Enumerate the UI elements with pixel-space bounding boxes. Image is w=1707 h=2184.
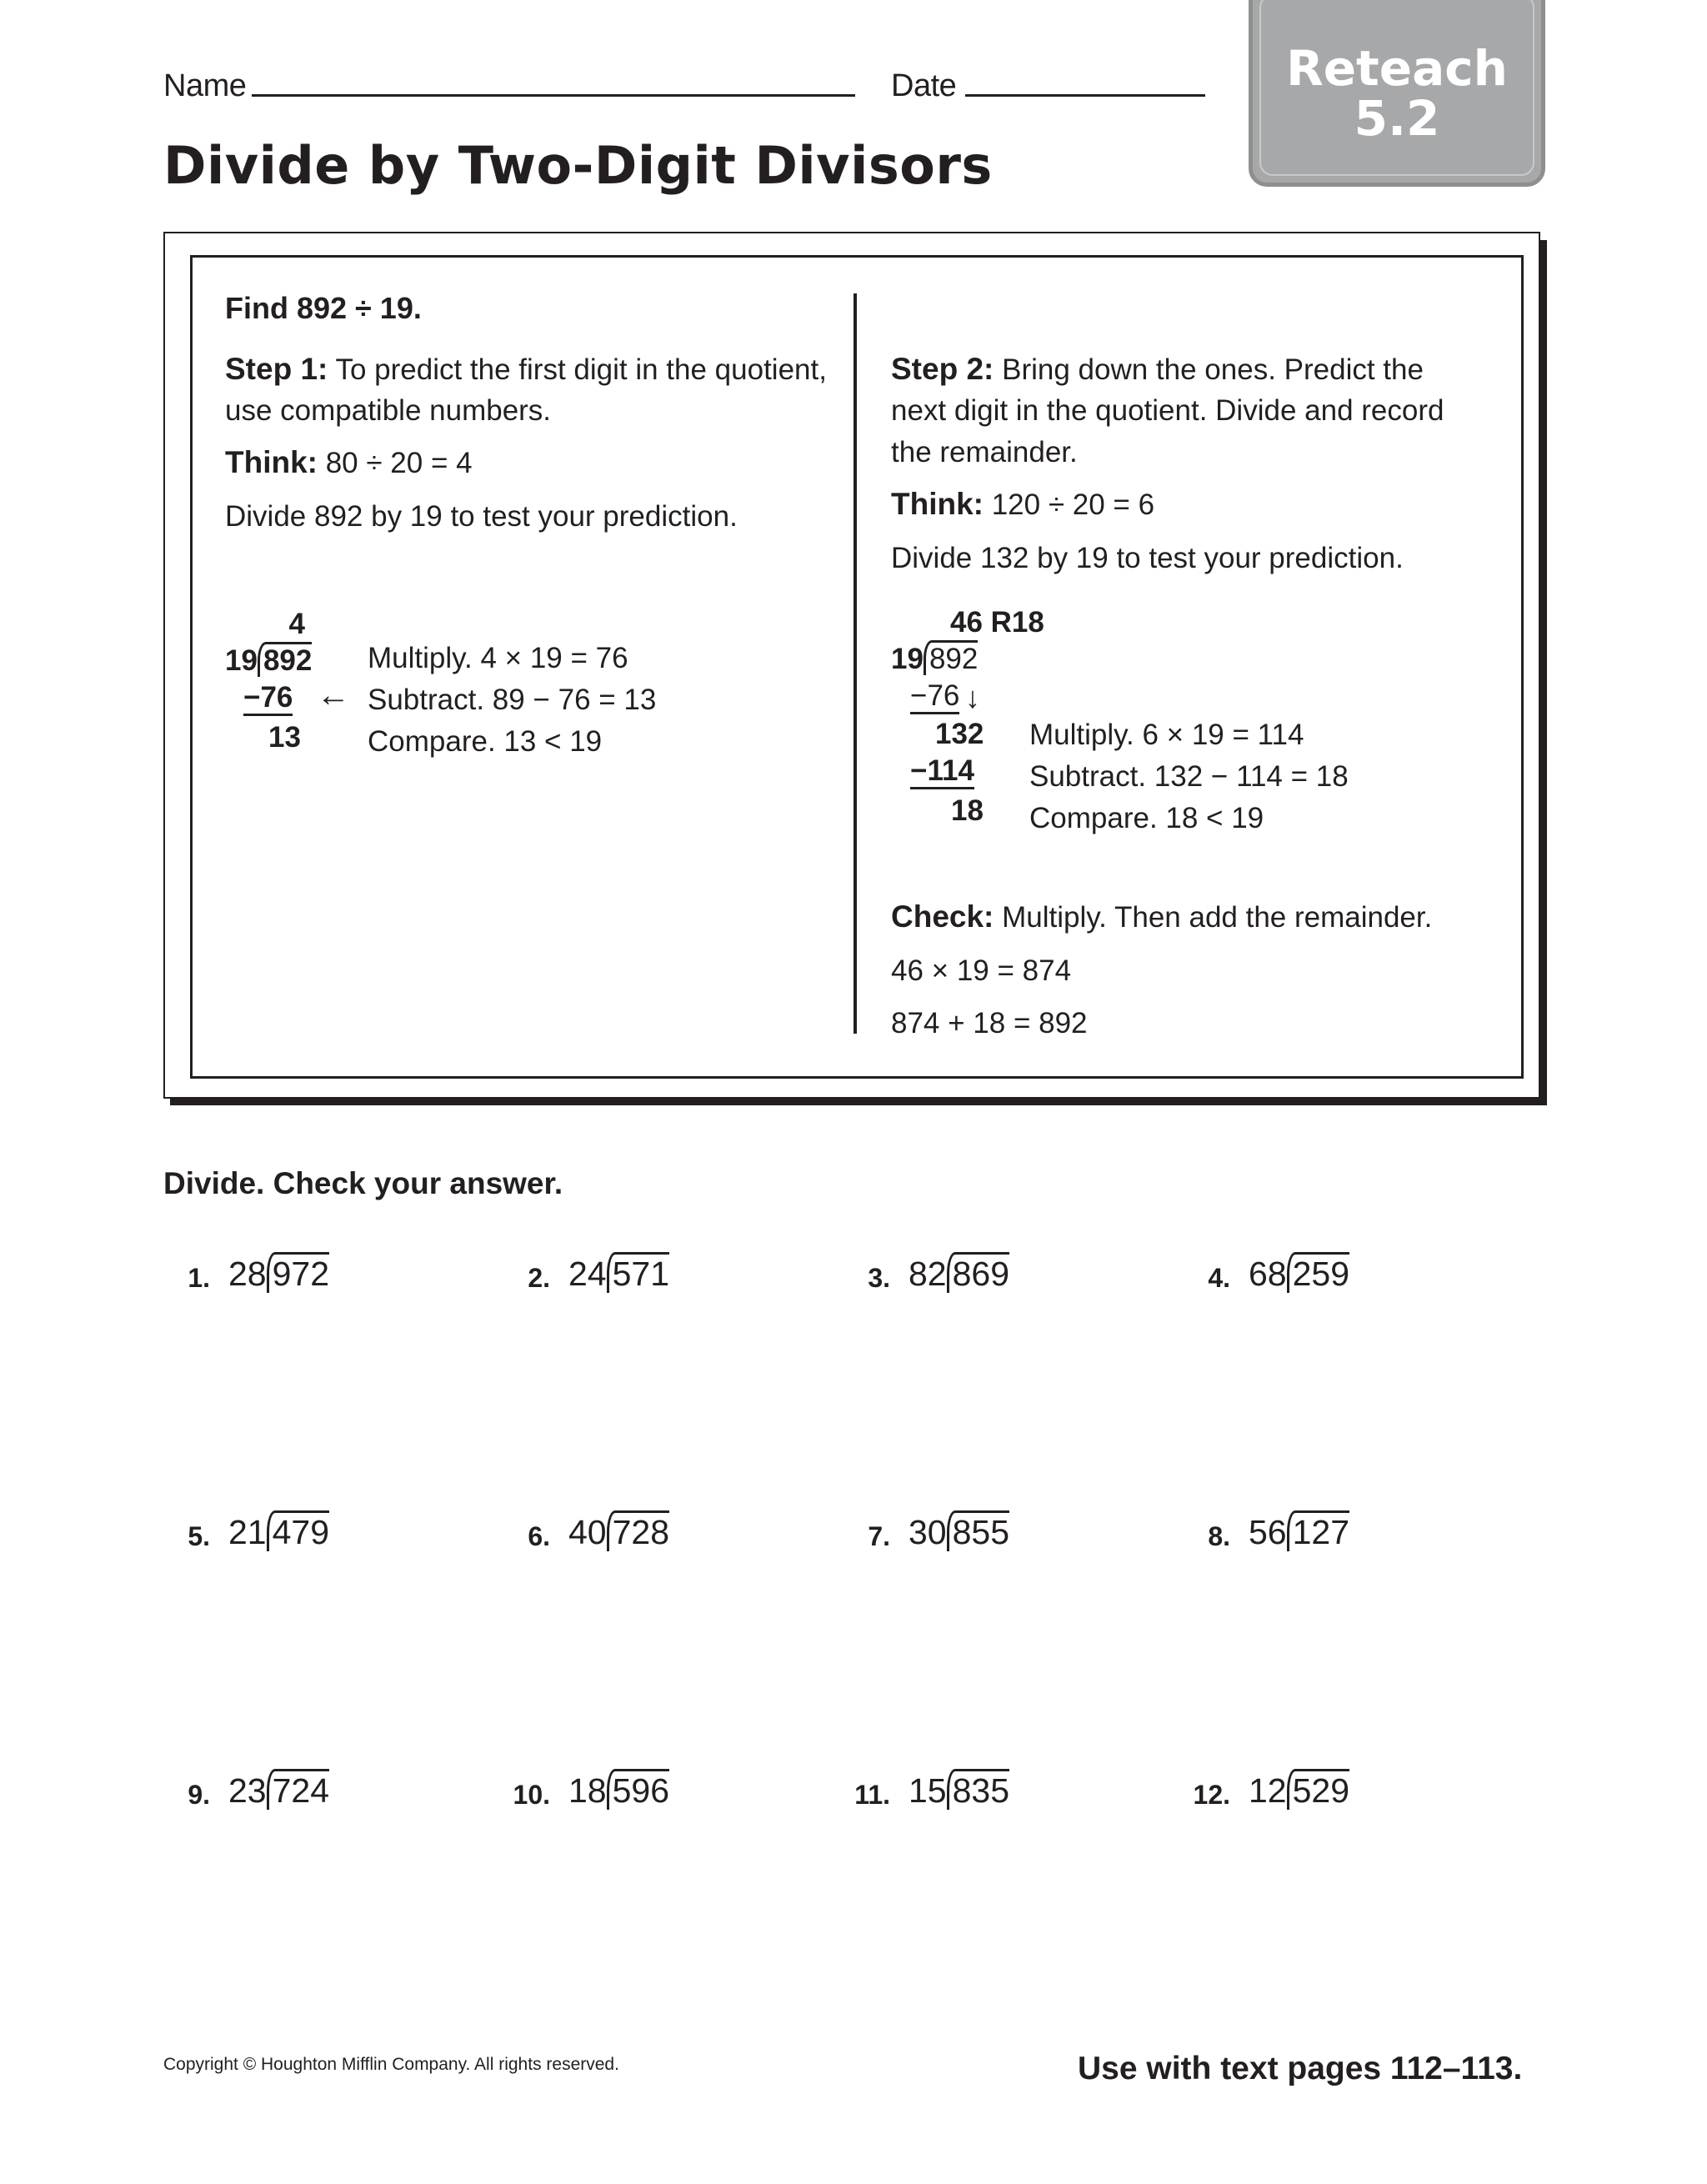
exercise-divisor: 82 bbox=[909, 1255, 947, 1293]
name-label: Name bbox=[163, 68, 247, 103]
step2-note-compare: Compare. 18 < 19 bbox=[1029, 802, 1264, 834]
step2-quotient: 46 R18 bbox=[950, 606, 1044, 639]
step1-line1 bbox=[225, 348, 827, 391]
step1-quotient: 4 bbox=[288, 608, 305, 640]
exercise-divisor: 30 bbox=[909, 1513, 947, 1551]
exercise-number: 1. bbox=[188, 1263, 210, 1293]
step1-text-2: use compatible numbers. bbox=[225, 394, 552, 427]
check-label: Check: bbox=[891, 899, 994, 934]
exercise-dividend: 596 bbox=[607, 1769, 669, 1810]
copyright: Copyright © Houghton Mifflin Company. All rights reserved. bbox=[163, 2055, 619, 2074]
exercise-problem bbox=[228, 1513, 329, 1552]
step1-think bbox=[225, 442, 473, 484]
exercise-problem bbox=[1249, 1513, 1349, 1552]
step2-text-1: Bring down the ones. Predict the bbox=[1002, 353, 1424, 386]
exercise-divisor: 28 bbox=[228, 1255, 267, 1293]
check-multiply: 46 × 19 = 874 bbox=[891, 954, 1072, 987]
column-divider bbox=[854, 293, 857, 1034]
exercise-problem bbox=[1249, 1255, 1349, 1294]
exercise-dividend: 835 bbox=[947, 1769, 1009, 1810]
exercise-dividend: 259 bbox=[1287, 1252, 1349, 1293]
exercise-dividend: 479 bbox=[267, 1510, 329, 1551]
exercise-problem bbox=[568, 1513, 669, 1552]
exercise-dividend: 855 bbox=[947, 1510, 1009, 1551]
exercise-number: 11. bbox=[854, 1780, 890, 1810]
step2-division-bracket bbox=[891, 640, 978, 679]
exercise-dividend: 728 bbox=[607, 1510, 669, 1551]
page-title: Divide by Two-Digit Divisors bbox=[163, 135, 993, 196]
exercise-dividend: 529 bbox=[1287, 1769, 1349, 1810]
exercise-problem bbox=[228, 1771, 329, 1811]
step2-line1 bbox=[891, 348, 1424, 391]
step2-sub1: −76 bbox=[910, 677, 959, 715]
step1-divisor: 19 bbox=[225, 644, 258, 677]
text-pages-reference: Use with text pages 112–113. bbox=[1078, 2051, 1523, 2086]
exercise-number: 3. bbox=[868, 1263, 890, 1293]
exercise-number: 4. bbox=[1208, 1263, 1230, 1293]
step2-divide-text: Divide 132 by 19 to test your prediction. bbox=[891, 542, 1404, 574]
exercise-problem bbox=[909, 1771, 1009, 1811]
badge-title: Reteach bbox=[1286, 40, 1508, 97]
exercise-number: 9. bbox=[188, 1780, 210, 1810]
step2-note-subtract: Subtract. 132 − 114 = 18 bbox=[1029, 760, 1349, 793]
step2-note-multiply: Multiply. 6 × 19 = 114 bbox=[1029, 719, 1304, 751]
date-label: Date bbox=[891, 68, 957, 103]
exercise-dividend: 724 bbox=[267, 1769, 329, 1810]
exercise-dividend: 571 bbox=[607, 1252, 669, 1293]
step1-divide-text: Divide 892 by 19 to test your prediction. bbox=[225, 500, 738, 533]
step2-think bbox=[891, 483, 1154, 526]
step1-text-1: To predict the first digit in the quotient, bbox=[335, 353, 827, 386]
exercise-divisor: 68 bbox=[1249, 1255, 1287, 1293]
arrow-left-icon: ← bbox=[317, 677, 350, 714]
check-text: Multiply. Then add the remainder. bbox=[1002, 901, 1433, 934]
check-line bbox=[891, 896, 1432, 939]
exercise-divisor: 24 bbox=[568, 1255, 607, 1293]
exercise-problem bbox=[228, 1255, 329, 1294]
find-prompt: Find 892 ÷ 19. bbox=[225, 291, 422, 325]
exercise-problem bbox=[909, 1513, 1009, 1552]
step2-sub2: −114 bbox=[910, 752, 974, 790]
exercise-divisor: 15 bbox=[909, 1771, 947, 1810]
step2-text-2: next digit in the quotient. Divide and record bbox=[891, 394, 1444, 427]
name-field[interactable] bbox=[252, 94, 855, 97]
exercise-number: 10. bbox=[513, 1780, 550, 1810]
step1-remainder: 13 bbox=[268, 721, 301, 754]
exercise-number: 5. bbox=[188, 1521, 210, 1551]
exercise-dividend: 972 bbox=[267, 1252, 329, 1293]
arrow-down-icon: ↓ bbox=[965, 680, 980, 714]
check-add: 874 + 18 = 892 bbox=[891, 1007, 1088, 1039]
step2-dividend: 892 bbox=[924, 640, 978, 675]
exercise-problem bbox=[909, 1255, 1009, 1294]
exercise-divisor: 18 bbox=[568, 1771, 607, 1810]
exercise-divisor: 40 bbox=[568, 1513, 607, 1551]
exercise-number: 12. bbox=[1193, 1780, 1230, 1810]
step1-dividend: 892 bbox=[258, 642, 312, 677]
exercise-divisor: 56 bbox=[1249, 1513, 1287, 1551]
step2-text-3: the remainder. bbox=[891, 436, 1078, 468]
step2-divisor: 19 bbox=[891, 643, 924, 675]
step2-think-text: 120 ÷ 20 = 6 bbox=[991, 488, 1155, 521]
exercise-divisor: 23 bbox=[228, 1771, 267, 1810]
reteach-badge bbox=[1249, 0, 1545, 187]
exercise-problem bbox=[568, 1255, 669, 1294]
step1-note-subtract: Subtract. 89 − 76 = 13 bbox=[368, 684, 657, 716]
step1-division-bracket bbox=[225, 642, 312, 680]
step2-label: Step 2: bbox=[891, 352, 994, 386]
step2-remainder: 18 bbox=[951, 794, 984, 827]
exercise-divisor: 12 bbox=[1249, 1771, 1287, 1810]
date-field[interactable] bbox=[965, 94, 1205, 97]
instructions: Divide. Check your answer. bbox=[163, 1166, 563, 1200]
exercise-problem bbox=[1249, 1771, 1349, 1811]
exercise-problem bbox=[568, 1771, 669, 1811]
step1-think-text: 80 ÷ 20 = 4 bbox=[325, 447, 473, 479]
step1-note-multiply: Multiply. 4 × 19 = 76 bbox=[368, 642, 628, 674]
exercise-number: 6. bbox=[528, 1521, 550, 1551]
step2-partial: 132 bbox=[935, 718, 984, 750]
exercise-divisor: 21 bbox=[228, 1513, 267, 1551]
exercise-dividend: 127 bbox=[1287, 1510, 1349, 1551]
exercise-number: 2. bbox=[528, 1263, 550, 1293]
step1-label: Step 1: bbox=[225, 352, 328, 386]
badge-number: 5.2 bbox=[1354, 90, 1440, 147]
step2-think-label: Think: bbox=[891, 487, 984, 521]
exercise-number: 7. bbox=[868, 1521, 890, 1551]
exercise-dividend: 869 bbox=[947, 1252, 1009, 1293]
step1-subtrahend: −76 bbox=[243, 679, 293, 717]
exercise-number: 8. bbox=[1208, 1521, 1230, 1551]
step1-think-label: Think: bbox=[225, 445, 318, 479]
step1-note-compare: Compare. 13 < 19 bbox=[368, 725, 603, 758]
